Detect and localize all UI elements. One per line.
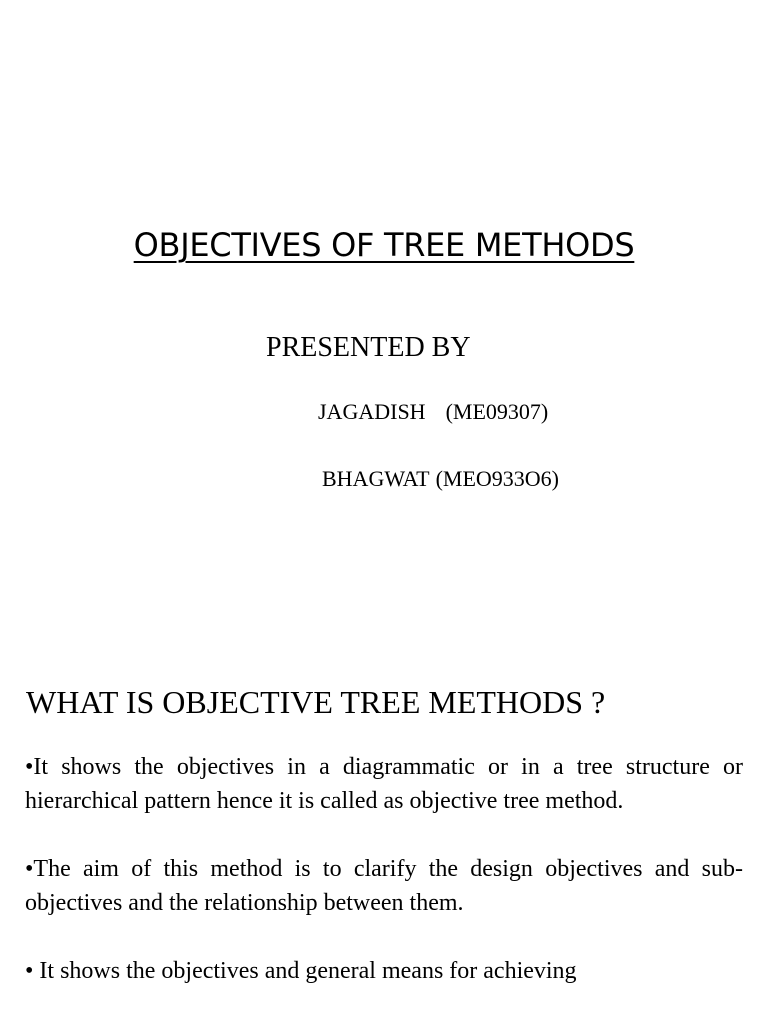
presenter-id: (MEO933O6): [435, 466, 559, 491]
presenter-id: (ME09307): [445, 399, 549, 424]
bullet-list: [25, 750, 743, 1022]
presenter-name: JAGADISH: [318, 399, 426, 424]
bullet-item: • It shows the objectives and general means for achieving: [25, 958, 577, 984]
presented-by-label: PRESENTED BY: [266, 332, 471, 363]
content-slide: [0, 640, 768, 1024]
bullet-item: •It shows the objectives in a diagrammatic or in a tree structure or hierarchical pattern hence it is called as objective tree method.: [25, 754, 743, 814]
presenter-name: BHAGWAT: [322, 466, 430, 491]
bullet-item: •The aim of this method is to clarify the design objectives and sub-objectives and the relationship between them.: [25, 856, 743, 916]
slide-title: OBJECTIVES OF TREE METHODS: [133, 226, 635, 264]
presenter-2: [322, 466, 559, 492]
presenter-1: [318, 399, 548, 425]
content-heading: WHAT IS OBJECTIVE TREE METHODS ?: [26, 684, 606, 720]
